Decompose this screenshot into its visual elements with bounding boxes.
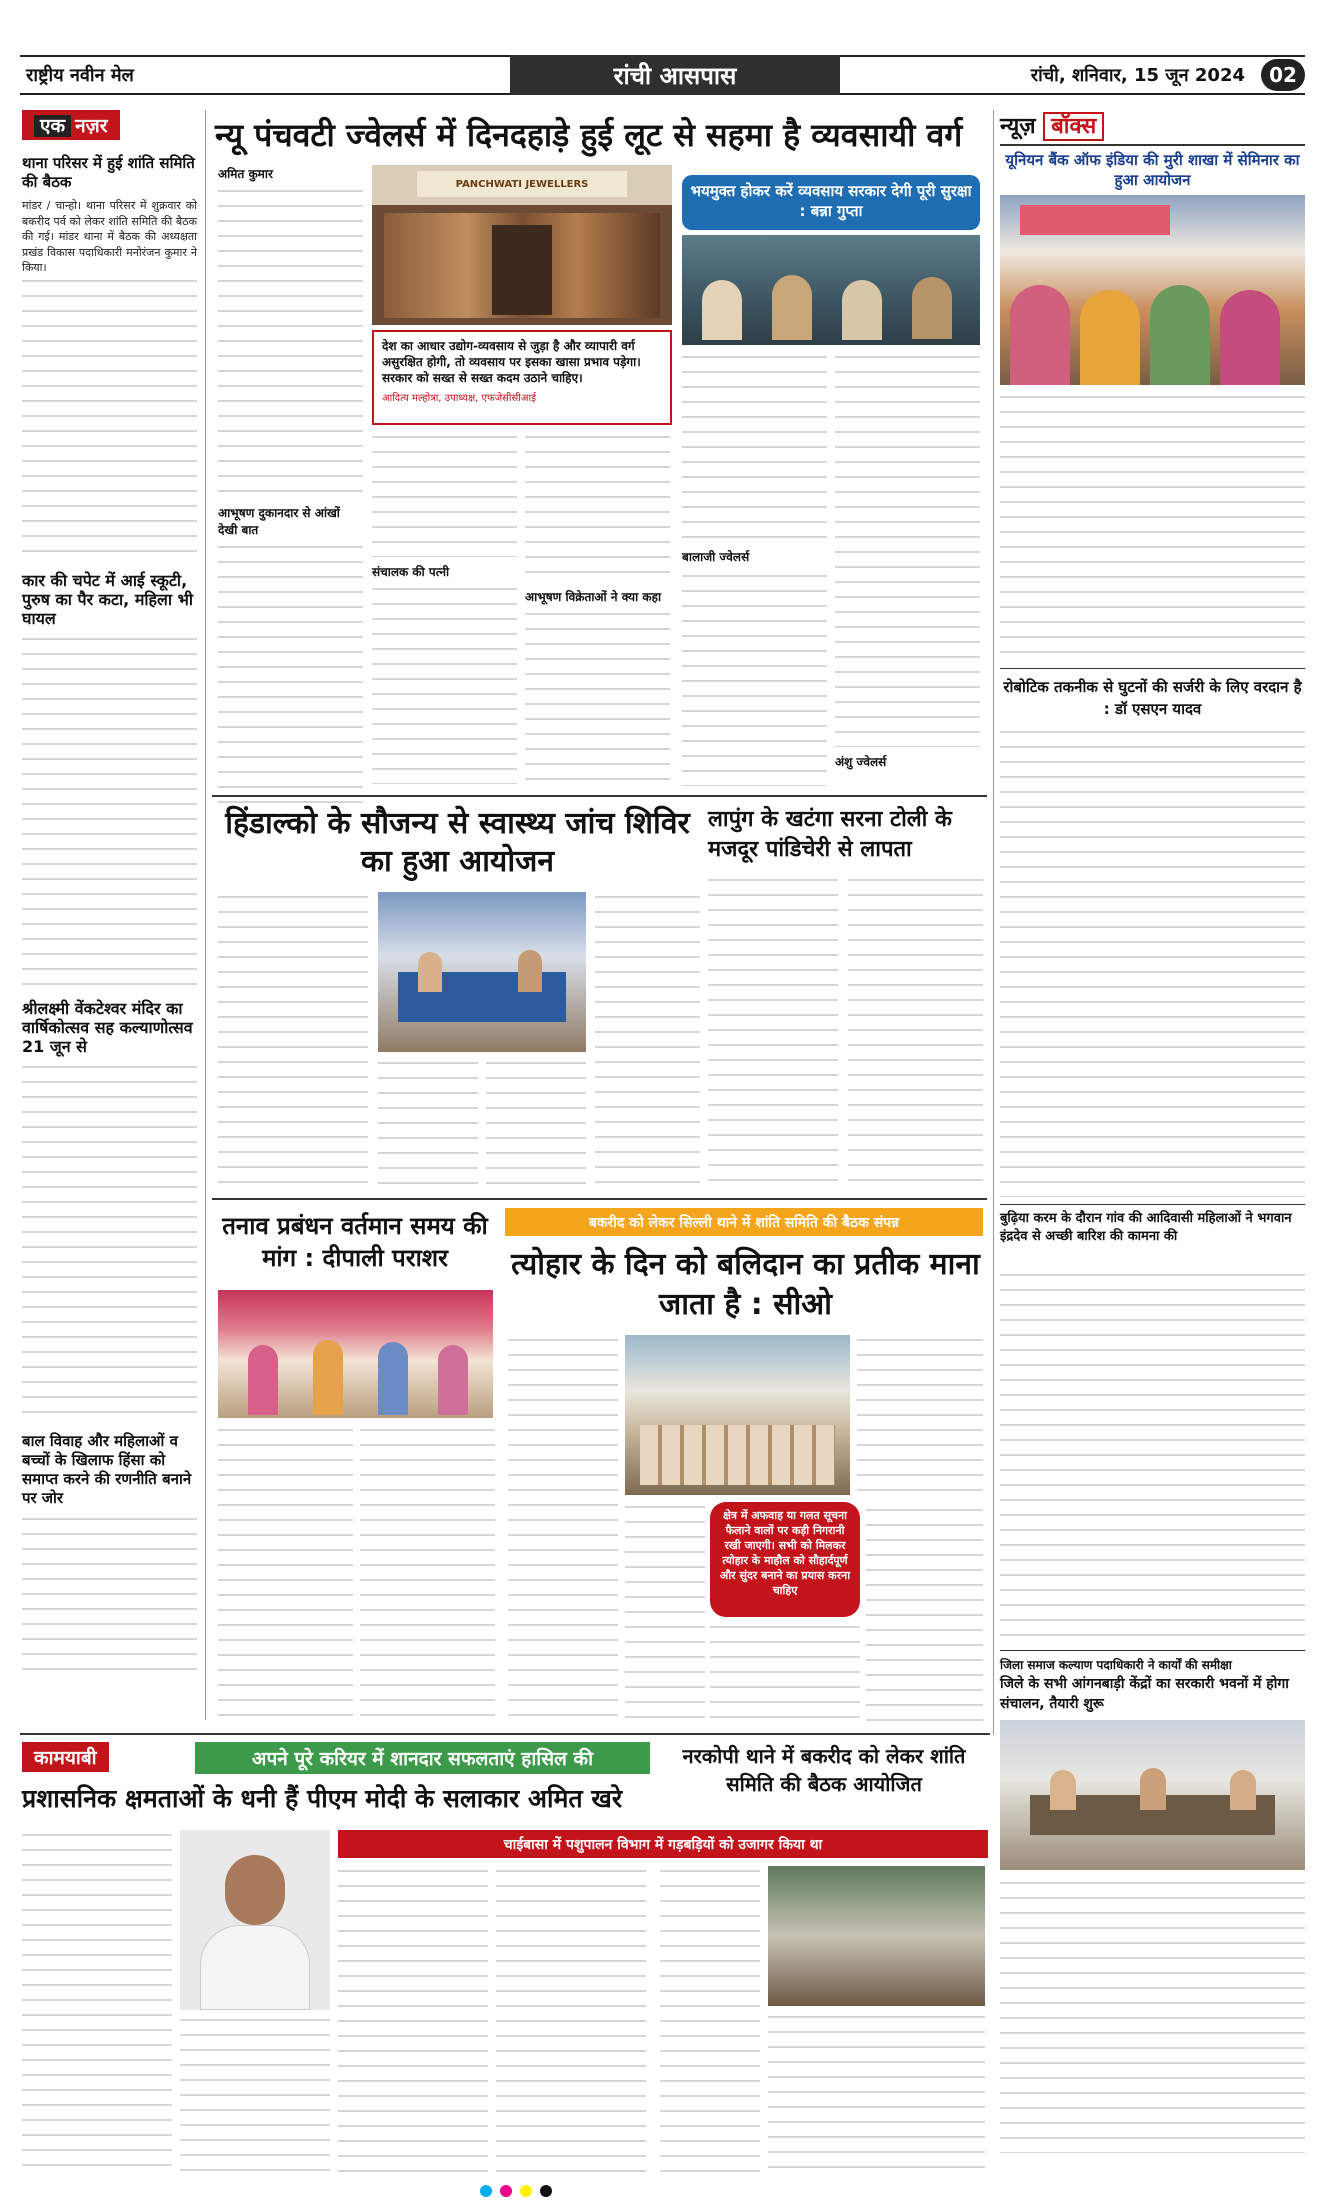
amit-body-4 <box>496 1866 646 2176</box>
amit-column-3 <box>338 1866 488 2176</box>
hindalco-body-2 <box>378 1058 478 1193</box>
stress-headline: तनाव प्रबंधन वर्तमान समय की मांग : दीपाली पराशर <box>222 1212 488 1272</box>
amit-body-1 <box>22 1830 172 2175</box>
amit-body-3 <box>338 1866 488 2176</box>
hindalco-column-2 <box>378 1058 478 1193</box>
side-body-1 <box>682 352 827 542</box>
bank-seminar-photo <box>1000 195 1305 385</box>
lead-body-6 <box>525 609 670 784</box>
lead-body-5 <box>525 432 670 582</box>
news-box-4-body <box>1000 1878 1305 2153</box>
silli-meeting-photo <box>625 1335 850 1495</box>
amit-column-4 <box>496 1866 646 2176</box>
health-camp-photo <box>378 892 586 1052</box>
news-box-4-headline: जिले के सभी आंगनबाड़ी केंद्रों का सरकारी भवनों में होगा संचालन, तैयारी शुरू <box>1000 1676 1289 1712</box>
amit-khare-headline-block <box>22 1782 652 1816</box>
column-rule-right <box>993 110 994 1735</box>
narkopi-headline-block <box>660 1742 988 1798</box>
lead-body-3 <box>372 432 517 557</box>
amit-sub-banner: चाईबासा में पशुपालन विभाग में गड़बड़ियों को उजागर किया था <box>338 1830 988 1858</box>
rule-bottom <box>20 1733 990 1735</box>
news-box-3-headline: बुढ़िया करम के दौरान गांव की आदिवासी महिलाओं ने भगवान इंद्रदेव से अच्छी बारिश की कामना की <box>1000 1211 1292 1244</box>
lapung-body-1 <box>708 875 838 1193</box>
side-name-1: बालाजी ज्वेलर्स <box>682 550 750 564</box>
stress-event-photo <box>218 1290 493 1418</box>
amit-khare-banner: अपने पूरे करियर में शानदार सफलताएं हासिल की <box>195 1742 650 1774</box>
left-story-1-headline: थाना परिसर में हुई शांति समिति की बैठक <box>22 154 195 191</box>
rule-mid <box>212 1198 987 1200</box>
lead-column-3 <box>525 432 670 792</box>
tag-word-b: नज़र <box>75 115 108 137</box>
lead-byline: अमित कुमार <box>218 167 273 181</box>
paper-name: राष्ट्रीय नवीन मेल <box>26 65 134 86</box>
tyohar-body-2 <box>857 1335 983 1500</box>
side-story-headline: भयमुक्त होकर करें व्यवसाय सरकार देगी पूरी सुरक्षा : बन्ना गुप्ता <box>682 175 980 230</box>
jewellery-shop-photo <box>372 165 672 325</box>
hindalco-body-4 <box>595 892 700 1192</box>
tyohar-headline: त्योहार के दिन को बलिदान का प्रतीक माना जाता है : सीओ <box>511 1247 980 1322</box>
column-rule <box>205 110 206 1720</box>
news-box-4-tag: जिला समाज कल्याण पदाधिकारी ने कार्यों की समीक्षा <box>1000 1658 1232 1672</box>
tyohar-body-3 <box>625 1502 705 1725</box>
stress-column-1 <box>218 1425 353 1725</box>
rule-nb-1 <box>1000 668 1305 669</box>
news-box-2-text <box>1000 727 1305 1197</box>
news-box-word-b: बॉक्स <box>1043 112 1104 141</box>
amit-khare-portrait <box>180 1830 330 2010</box>
lead-body-2 <box>218 542 363 812</box>
tyohar-body-5 <box>866 1505 983 1725</box>
side-column-1 <box>682 352 827 792</box>
amit-column-1 <box>22 1830 172 2175</box>
tyohar-column-4 <box>710 1622 860 1725</box>
lead-column-1 <box>218 165 363 795</box>
lapung-headline: लापुंग के खटंगा सरना टोली के मजदूर पांडिचेरी से लापता <box>708 807 952 862</box>
masthead <box>20 55 1305 95</box>
lead-column-2 <box>372 432 517 792</box>
meeting-photo <box>682 235 980 345</box>
tyohar-column-2 <box>857 1335 983 1500</box>
lead-subhead-3: आभूषण विक्रेताओं ने क्या कहा <box>525 590 662 604</box>
tyohar-pull-quote: क्षेत्र में अफवाह या गलत सूचना फैलाने वालों पर कड़ी निगरानी रखी जाएगी। सभी को मिलकर त्योहार के माहौल को सौहार्दपूर्ण और सुंदर बनाने का प्रयास करना चाहिए <box>710 1502 860 1617</box>
hindalco-body-1 <box>218 892 368 1192</box>
stress-column-2 <box>360 1425 495 1725</box>
left-story-4-headline: बाल विवाह और महिलाओं व बच्चों के खिलाफ हिंसा को समाप्त करने की रणनीति बनाने पर जोर <box>22 1431 192 1507</box>
page-number: 02 <box>1261 59 1305 91</box>
left-story-3-body <box>22 1062 197 1422</box>
section-title: रांची आसपास <box>510 55 840 95</box>
news-box-1-headline: यूनियन बैंक ऑफ इंडिया की मुरी शाखा में सेमिनार का हुआ आयोजन <box>1005 151 1300 189</box>
tag-word-a: एक <box>34 115 71 137</box>
ek-nazar-tag <box>22 110 120 140</box>
news-box-1-body <box>1000 392 1305 662</box>
side-body-2 <box>682 571 827 786</box>
tyohar-column-1 <box>508 1335 618 1725</box>
lead-headline: न्यू पंचवटी ज्वेलर्स में दिनदहाड़े हुई लूट से सहमा है व्यवसायी वर्ग <box>215 116 963 154</box>
stress-headline-block <box>215 1210 495 1274</box>
registration-marks <box>480 2185 552 2197</box>
news-box-3-text <box>1000 1270 1305 1645</box>
hindalco-headline-block <box>215 805 700 881</box>
left-story-1-lead: मांडर / चान्हो। थाना परिसर में शुक्रवार को बकरीद पर्व को लेकर शांति समिति की बैठक की गई। मांडर थाना में बैठक की अध्यक्षता प्रखंड विकास पदाधिकारी मनोरंजन कुमार ने किया। <box>22 199 197 274</box>
stress-body-1 <box>218 1425 353 1725</box>
lead-subhead-1: आभूषण दुकानदार से आंखों देखी बात <box>218 506 340 537</box>
quote-attribution: आदित्य मल्होत्रा, उपाध्यक्ष, एफजेसीसीआई <box>382 393 536 404</box>
hindalco-column-3 <box>486 1058 586 1193</box>
amit-body-2 <box>180 2015 330 2175</box>
news-box-2-body <box>1000 727 1305 1197</box>
side-column-2 <box>835 352 980 792</box>
lead-body-4 <box>372 584 517 784</box>
news-box-header <box>1000 110 1305 190</box>
quote-text: देश का आधार उद्योग-व्यवसाय से जुड़ा है और व्यापारी वर्ग असुरक्षित होगी, तो व्यवसाय पर इसका खासा प्रभाव पड़ेगा। सरकार को सख्त से सख्त कदम उठाने चाहिए। <box>382 339 641 385</box>
hindalco-body-3 <box>486 1058 586 1193</box>
news-box-4-text <box>1000 1878 1305 2153</box>
left-story-4-body <box>22 1514 197 1674</box>
left-column <box>22 110 197 1725</box>
lapung-body-2 <box>848 875 983 1193</box>
hindalco-column-4 <box>595 892 700 1192</box>
news-box-1-text <box>1000 392 1305 662</box>
shop-signboard: PANCHWATI JEWELLERS <box>417 171 627 197</box>
issue-date: रांची, शनिवार, 15 जून 2024 <box>1030 65 1245 86</box>
lead-subhead-2: संचालक की पत्नी <box>372 565 450 579</box>
silli-banner: बकरीद को लेकर सिल्ली थाने में शांति समिति की बैठक संपन्न <box>505 1208 983 1236</box>
stress-body-2 <box>360 1425 495 1725</box>
tyohar-column-3 <box>625 1502 705 1725</box>
hindalco-headline: हिंडाल्को के सौजन्य से स्वास्थ्य जांच शिविर का हुआ आयोजन <box>225 806 690 879</box>
tyohar-headline-block <box>508 1245 983 1325</box>
tyohar-body-4 <box>710 1622 860 1725</box>
left-story-1-body <box>22 276 197 561</box>
narkopi-body <box>660 1866 985 2176</box>
news-box-word-a: न्यूज़ <box>1000 114 1036 139</box>
left-story-3-headline: श्रीलक्ष्मी वेंकटेश्वर मंदिर का वार्षिकोत्सव सह कल्याणोत्सव 21 जून से <box>22 998 193 1056</box>
rule-nb-3 <box>1000 1650 1305 1651</box>
lapung-column-1 <box>708 875 838 1193</box>
hindalco-column-1 <box>218 892 368 1192</box>
narkopi-body-1 <box>660 1866 760 2176</box>
narkopi-headline: नरकोपी थाने में बकरीद को लेकर शांति समिति की बैठक आयोजित <box>682 1744 966 1796</box>
side-body-3 <box>835 352 980 747</box>
lead-body-1 <box>218 186 363 496</box>
left-story-2-headline: कार की चपेट में आई स्कूटी, पुरुष का पैर कटा, महिला भी घायल <box>22 570 193 628</box>
news-box-2-headline: रोबोटिक तकनीक से घुटनों की सर्जरी के लिए वरदान है : डॉ एसएन यादव <box>1003 678 1302 718</box>
anganwadi-review-photo <box>1000 1720 1305 1870</box>
narkopi-body-2 <box>768 2012 985 2176</box>
rule-lead-bottom <box>212 795 987 797</box>
lapung-headline-block <box>708 805 983 865</box>
kamyabi-tag: कामयाबी <box>22 1742 109 1772</box>
tyohar-column-5 <box>866 1505 983 1725</box>
lead-headline-block <box>215 115 985 155</box>
quote-box <box>372 330 672 425</box>
lapung-column-2 <box>848 875 983 1193</box>
rule-nb-2 <box>1000 1204 1305 1205</box>
amit-khare-headline: प्रशासनिक क्षमताओं के धनी हैं पीएम मोदी के सलाकार अमित खरे <box>22 1784 623 1813</box>
amit-column-2 <box>180 2015 330 2175</box>
side-name-2: अंशु ज्वेलर्स <box>835 755 887 769</box>
narkopi-meeting-photo <box>768 1866 985 2006</box>
news-box-3-body <box>1000 1270 1305 1645</box>
tyohar-body-1 <box>508 1335 618 1725</box>
left-story-2-body <box>22 634 197 989</box>
